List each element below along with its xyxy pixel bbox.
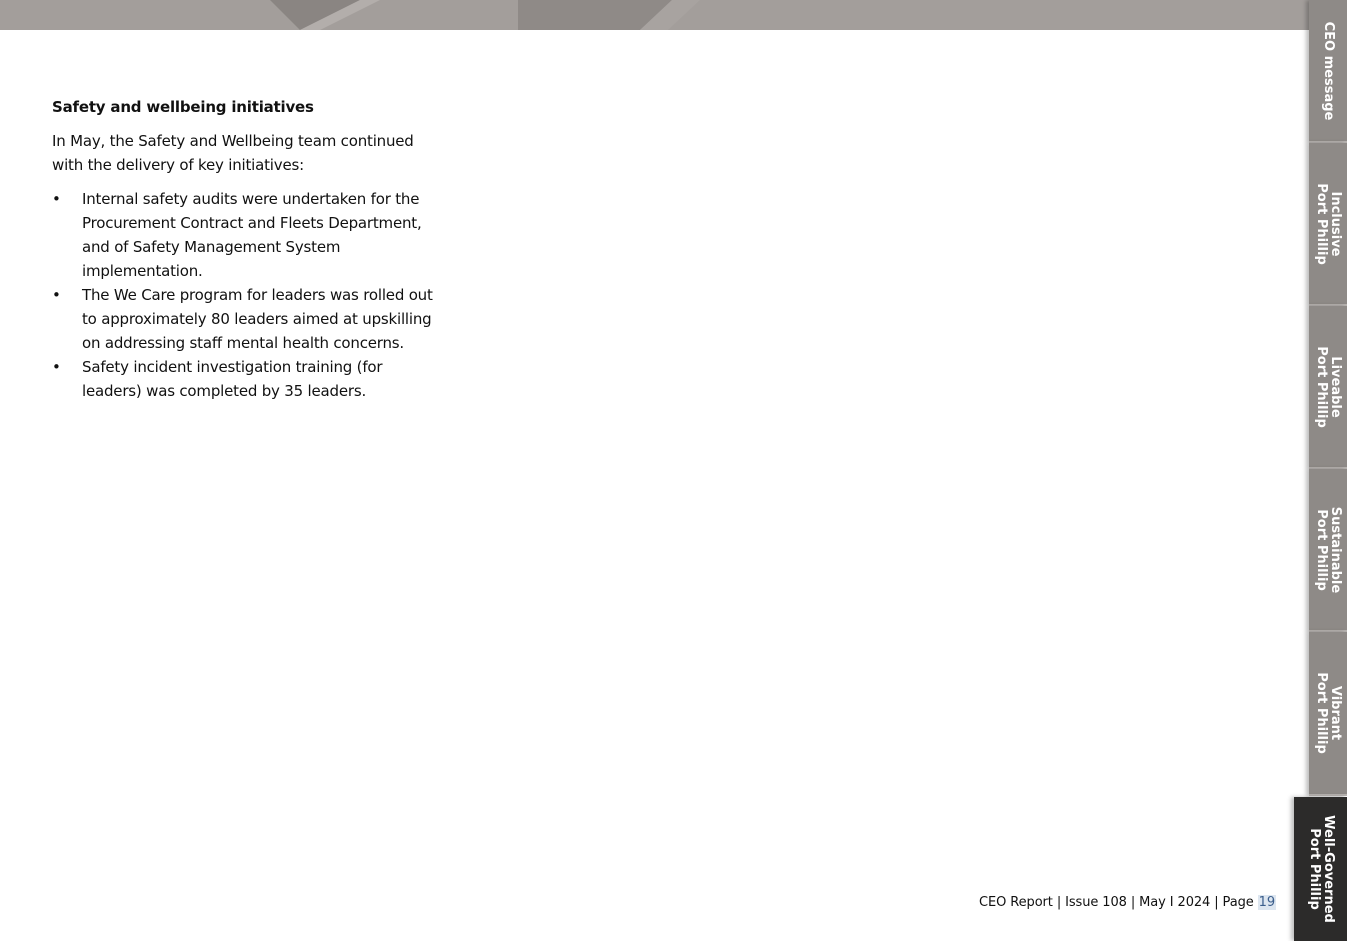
- main-content: [52, 98, 437, 403]
- tab-label: [1314, 506, 1342, 592]
- header-pattern: [0, 0, 1310, 30]
- tab-label-line1: Inclusive: [1328, 191, 1343, 256]
- tab-vibrant-port-phillip[interactable]: [1309, 632, 1347, 796]
- page-footer: [979, 895, 1276, 910]
- tab-well-governed-port-phillip[interactable]: [1294, 797, 1347, 941]
- tab-ceo-message[interactable]: [1309, 0, 1347, 143]
- list-item-text: Safety incident investigation training (for leaders) was completed by 35 leaders.: [82, 358, 383, 400]
- bullet-icon: •: [52, 190, 61, 208]
- list-item-text: Internal safety audits were undertaken for the Procurement Contract and Fleets Department, and of Safety Management System implementation.: [82, 190, 422, 280]
- list-item-text: The We Care program for leaders was rolled out to approximately 80 leaders aimed at upskilling on addressing staff mental health concerns.: [82, 286, 433, 352]
- tab-label: [1321, 21, 1335, 120]
- tab-label: [1314, 346, 1342, 428]
- tab-label-line2: Port Phillip: [1306, 828, 1322, 910]
- tab-label: [1307, 815, 1335, 923]
- tab-label-line1: Sustainable: [1328, 506, 1343, 593]
- section-title: Safety and wellbeing initiatives: [52, 98, 314, 116]
- tab-label-line1: Well-Governed: [1320, 815, 1336, 923]
- list-item: [52, 187, 437, 283]
- side-navigation: [1294, 0, 1347, 941]
- page-number[interactable]: 19: [1258, 895, 1275, 910]
- tab-label-line1: Liveable: [1328, 355, 1343, 418]
- tab-label-line2: Port Phillip: [1314, 672, 1329, 754]
- list-item: [52, 355, 437, 403]
- intro-paragraph: In May, the Safety and Wellbeing team continued with the delivery of key initiatives:: [52, 132, 414, 174]
- tab-label: [1314, 183, 1342, 265]
- tab-label-line2: Port Phillip: [1314, 508, 1329, 591]
- bullet-icon: •: [52, 286, 61, 304]
- list-item: [52, 283, 437, 355]
- footer-text: CEO Report | Issue 108 | May I 2024 | Page: [979, 895, 1258, 910]
- tab-sustainable-port-phillip[interactable]: [1309, 469, 1347, 632]
- tab-label-line2: Port Phillip: [1314, 345, 1329, 428]
- initiatives-list: [52, 187, 437, 403]
- bullet-icon: •: [52, 358, 61, 376]
- tab-inclusive-port-phillip[interactable]: [1309, 143, 1347, 306]
- header-banner: [0, 0, 1310, 30]
- tab-label-line1: CEO message: [1321, 21, 1336, 120]
- tab-label-line2: Port Phillip: [1314, 182, 1329, 265]
- tab-label-line1: Vibrant: [1328, 685, 1343, 741]
- tab-label: [1314, 672, 1342, 754]
- tab-liveable-port-phillip[interactable]: [1309, 306, 1347, 469]
